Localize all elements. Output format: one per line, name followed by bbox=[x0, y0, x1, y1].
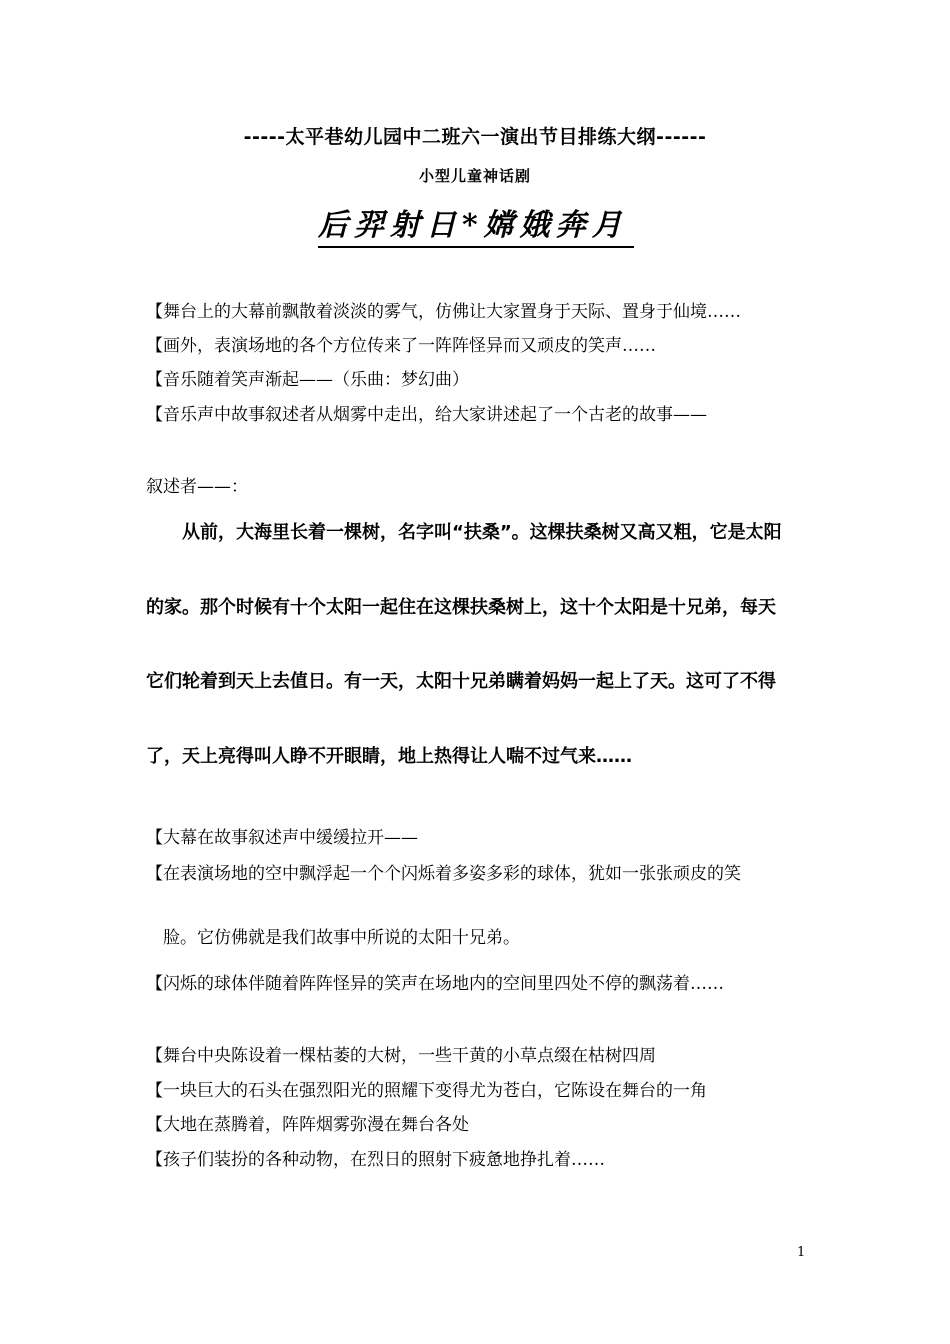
stage-direction: 【大地在蒸腾着，阵阵烟雾弥漫在舞台各处 bbox=[146, 1115, 469, 1135]
stage-direction: 【画外，表演场地的各个方位传来了一阵阵怪异而又顽皮的笑声…… bbox=[146, 336, 656, 356]
stage-direction: 【舞台中央陈设着一棵枯萎的大树，一些干黄的小草点缀在枯树四周 bbox=[146, 1046, 656, 1066]
play-title: 后羿射日*嫦娥奔月 bbox=[318, 200, 634, 248]
narration-line: 从前，大海里长着一棵树，名字叫“扶桑”。这棵扶桑树又高又粗，它是太阳 bbox=[182, 522, 782, 543]
program-header: -----太平巷幼儿园中二班六一演出节目排练大纲------ bbox=[243, 126, 707, 148]
narration-line: 的家。那个时候有十个太阳一起住在这棵扶桑树上，这十个太阳是十兄弟，每天 bbox=[146, 597, 776, 618]
narration-line: 了，天上亮得叫人睁不开眼睛，地上热得让人喘不过气来…… bbox=[146, 746, 632, 767]
stage-direction: 【在表演场地的空中飘浮起一个个闪烁着多姿多彩的球体，犹如一张张顽皮的笑 bbox=[146, 864, 741, 884]
stage-direction: 【大幕在故事叙述声中缓缓拉开—— bbox=[146, 828, 418, 848]
play-genre-subtitle: 小型儿童神话剧 bbox=[418, 167, 531, 185]
stage-direction: 【音乐随着笑声渐起——（乐曲：梦幻曲） bbox=[146, 370, 469, 390]
stage-direction: 【一块巨大的石头在强烈阳光的照耀下变得尤为苍白，它陈设在舞台的一角 bbox=[146, 1081, 707, 1101]
stage-direction: 【孩子们装扮的各种动物，在烈日的照射下疲惫地挣扎着…… bbox=[146, 1150, 605, 1170]
stage-direction-continuation: 脸。它仿佛就是我们故事中所说的太阳十兄弟。 bbox=[163, 928, 520, 948]
stage-direction: 【音乐声中故事叙述者从烟雾中走出，给大家讲述起了一个古老的故事—— bbox=[146, 405, 707, 425]
stage-direction: 【舞台上的大幕前飘散着淡淡的雾气，仿佛让大家置身于天际、置身于仙境…… bbox=[146, 302, 741, 322]
stage-direction: 【闪烁的球体伴随着阵阵怪异的笑声在场地内的空间里四处不停的飘荡着…… bbox=[146, 974, 724, 994]
narrator-label: 叙述者——： bbox=[146, 477, 248, 497]
narration-line: 它们轮着到天上去值日。有一天，太阳十兄弟瞒着妈妈一起上了天。这可了不得 bbox=[146, 671, 776, 692]
page-number: 1 bbox=[797, 1245, 806, 1260]
